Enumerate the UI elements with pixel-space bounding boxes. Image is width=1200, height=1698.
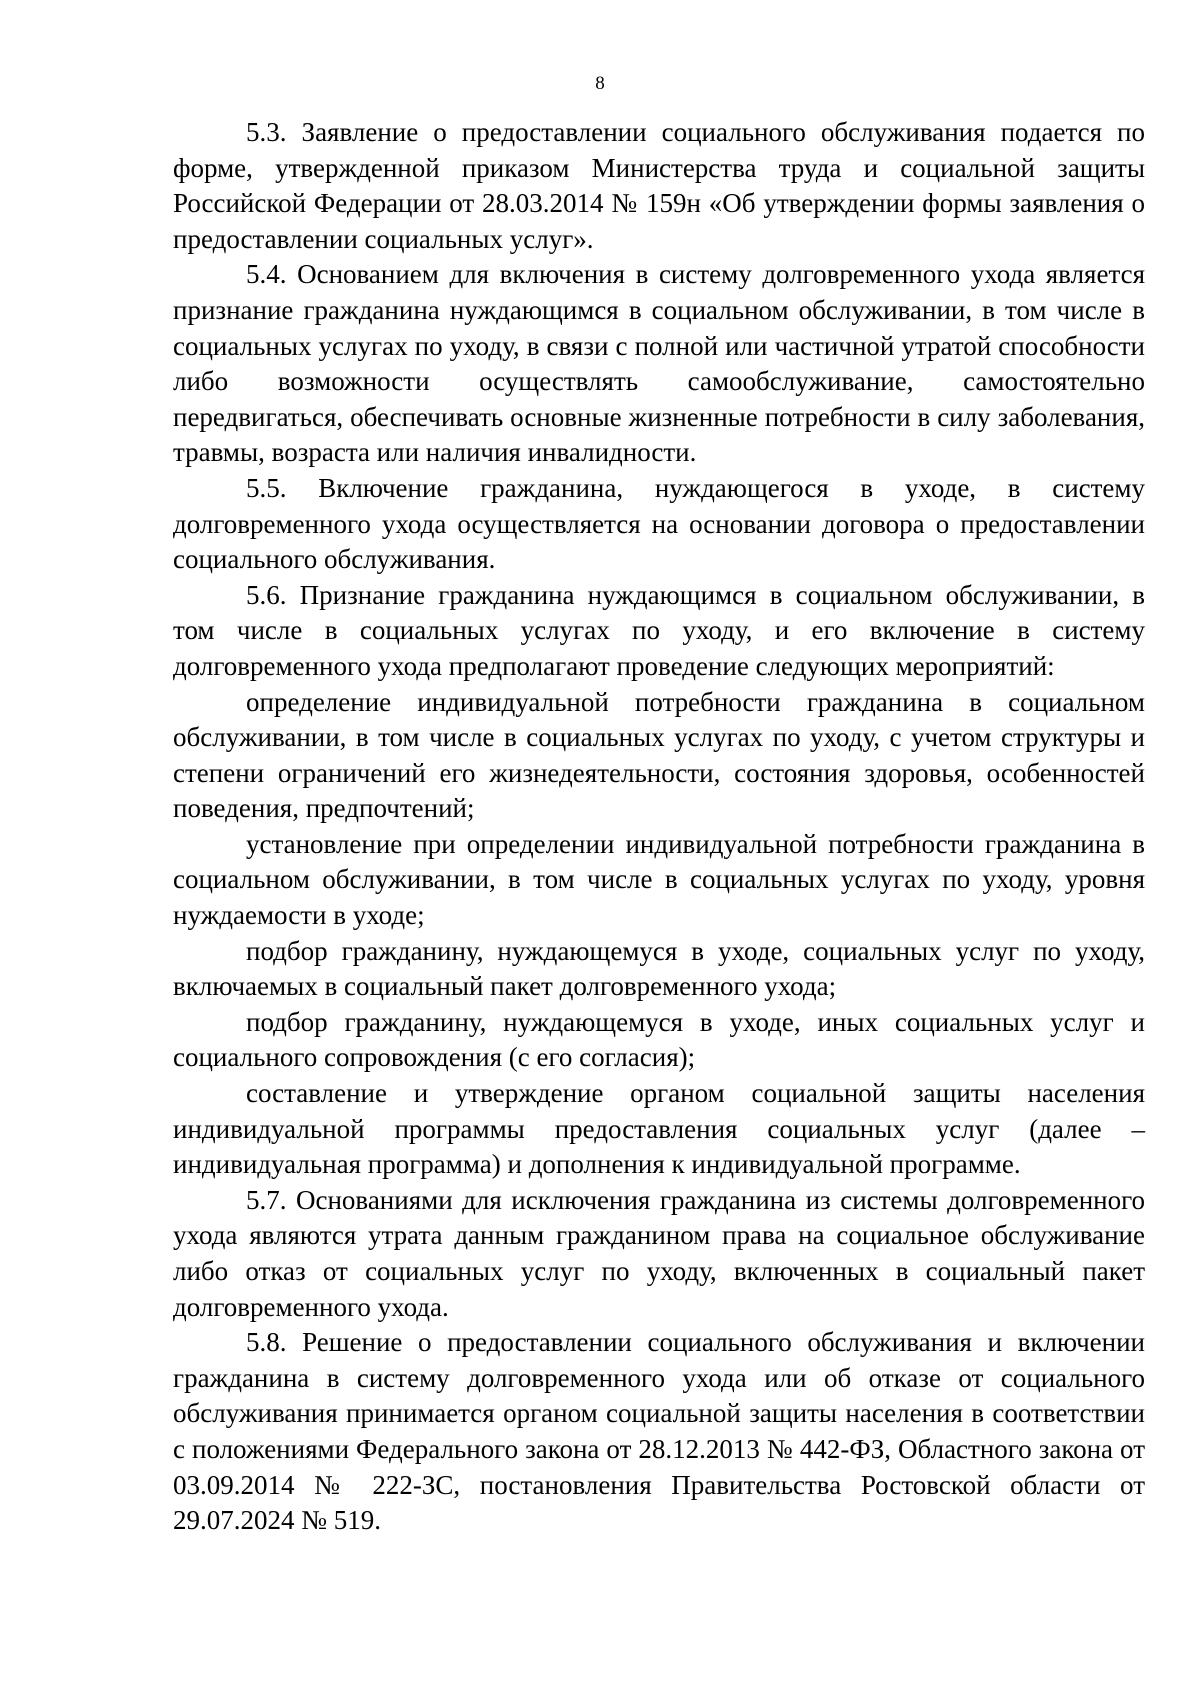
paragraph-5-8: 5.8. Решение о предоставлении социального обслуживания и включении гражданина в систему долговременного ухода или об отказе от социального обслуживания принимается органом социальной защиты населения в соответствии с положениями Федерального закона от 28.12.2013 № 442-ФЗ, Областного закона от 03.09.2014 № 222-ЗС, постановления Правительства Ростовской области от 29.07.2024 № 519.: [173, 1327, 1145, 1536]
list-item-care-level: установление при определении индивидуальной потребности гражданина в социальном обслуживании, в том числе в социальных услугах по уходу, уровня нуждаемости в уходе;: [173, 828, 1145, 931]
paragraph-5-3: 5.3. Заявление о предоставлении социального обслуживания подается по форме, утвержденной приказом Министерства труда и социальной защиты Российской Федерации от 28.03.2014 № 159н «Об утверждении формы заявления о предоставлении социальных услуг».: [173, 117, 1145, 254]
page-number: 8: [595, 73, 605, 94]
paragraph-5-5: 5.5. Включение гражданина, нуждающегося в уходе, в систему долговременного ухода осуществляется на основании договора о предоставлении социального обслуживания.: [173, 472, 1145, 575]
list-item-other-services-selection: подбор гражданину, нуждающемуся в уходе, иных социальных услуг и социального сопровождения (с его согласия);: [173, 1006, 1145, 1073]
list-item-individual-program: составление и утверждение органом социальной защиты населения индивидуальной программы предоставления социальных услуг (далее – индивидуальная программа) и дополнения к индивидуальной программе.: [173, 1078, 1145, 1180]
paragraph-5-6: 5.6. Признание гражданина нуждающимся в социальном обслуживании, в том числе в социальных услугах по уходу, и его включение в систему долговременного ухода предполагают проведение следующих мероприятий:: [173, 579, 1145, 681]
paragraph-5-4: 5.4. Основанием для включения в систему долговременного ухода является признание гражданина нуждающимся в социальном обслуживании, в том числе в социальных услугах по уходу, в связи с полной или частичной утратой способности либо возможности осуществлять самообслуживание, самостоятельно передвигаться, обеспечивать основные жизненные потребности в силу заболевания, травмы, возраста или наличия инвалидности.: [173, 259, 1145, 468]
document-body: [173, 115, 1145, 1539]
list-item-care-services-selection: подбор гражданину, нуждающемуся в уходе, социальных услуг по уходу, включаемых в социальный пакет долговременного ухода;: [173, 935, 1145, 1002]
paragraph-5-7: 5.7. Основаниями для исключения гражданина из системы долговременного ухода являются утрата данным гражданином права на социальное обслуживание либо отказ от социальных услуг по уходу, включенных в социальный пакет долговременного ухода.: [173, 1184, 1145, 1322]
list-item-needs-assessment: определение индивидуальной потребности гражданина в социальном обслуживании, в том числе в социальных услугах по уходу, с учетом структуры и степени ограничений его жизнедеятельности, состояния здоровья, особенностей поведения, предпочтений;: [173, 686, 1145, 824]
